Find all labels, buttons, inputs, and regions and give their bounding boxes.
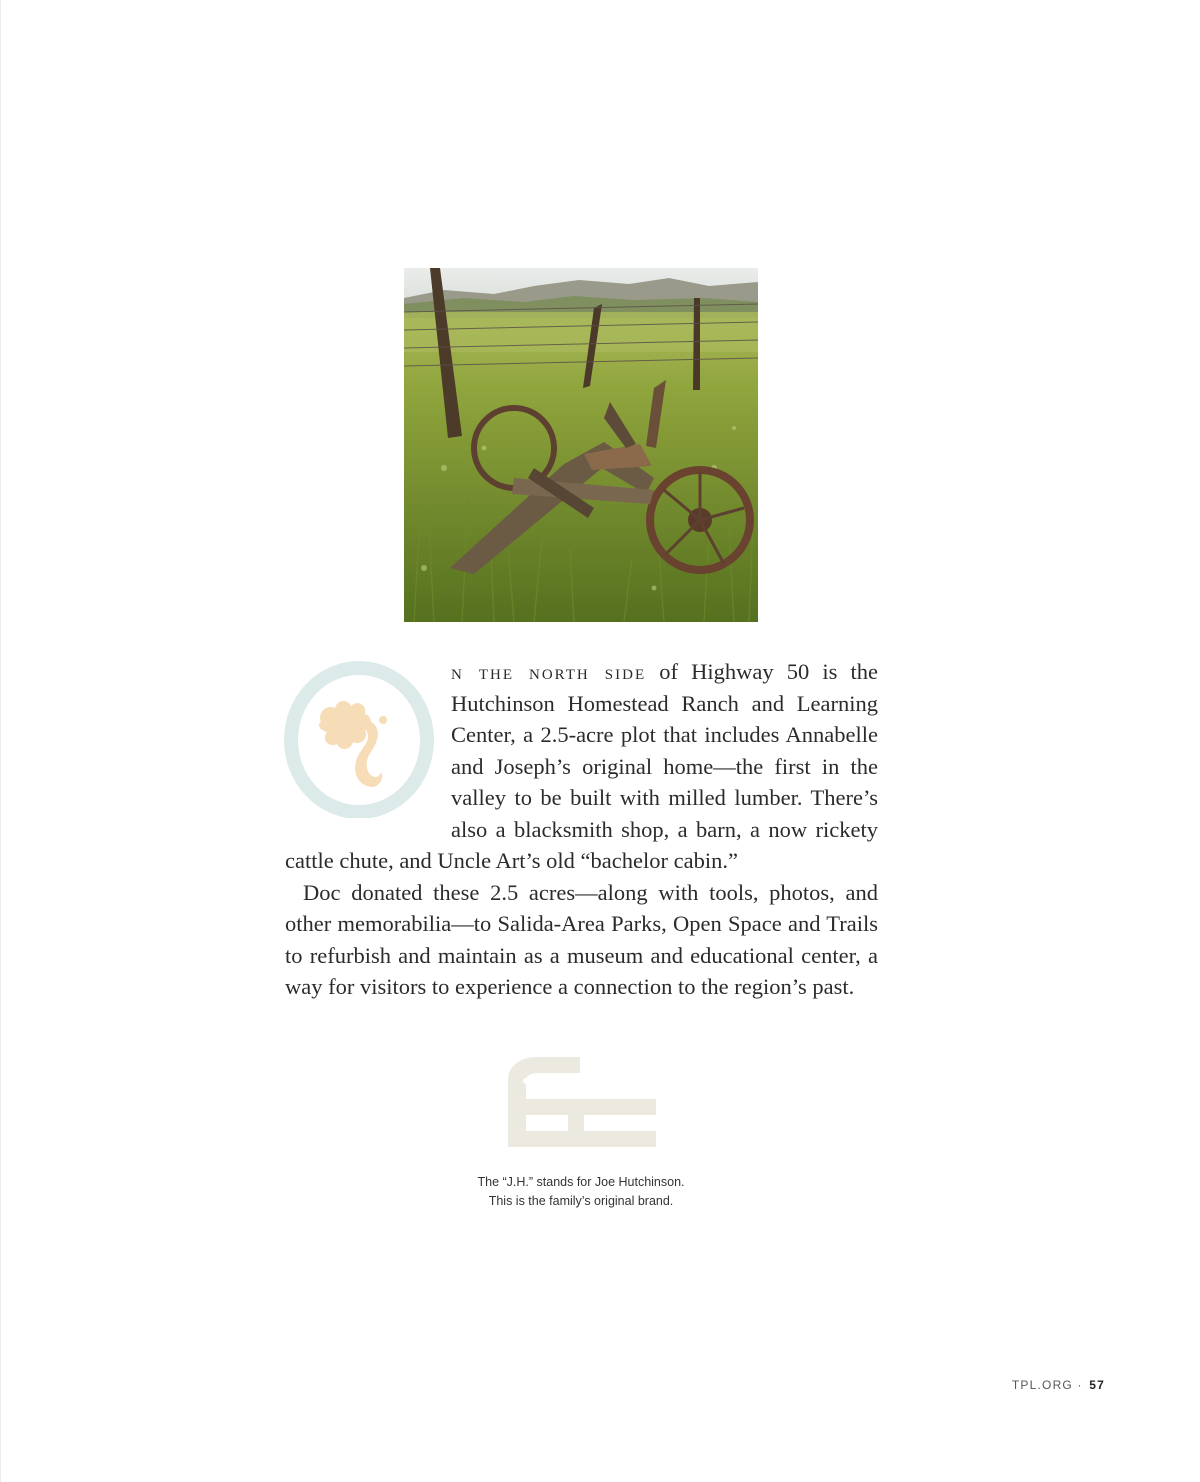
ornamental-dropcap [281,660,441,818]
lead-in-smallcaps: n the north side [451,659,647,684]
brand-caption: The “J.H.” stands for Joe Hutchinson. This is the family’s original brand. [477,1175,685,1208]
second-paragraph: Doc donated these 2.5 acres—along with tools, photos, and other memorabilia—to Salida-Area Parks, Open Space and Trails to refurbish and maintain as a museum and educational center, a way for visitors to experience a connection to the region’s past. [285,879,878,999]
page-footer [1012,1378,1105,1392]
oak-leaf-ornament-icon [319,701,387,787]
farm-implement-photo [404,268,758,622]
page-number: 57 [1089,1378,1105,1392]
article-body [285,656,878,1003]
lead-paragraph-text: of Highway 50 is the Hutchinson Homestead Ranch and Learning Center, a 2.5-acre plot that includes Annabelle and Joseph’s original home—the first in the valley to be built with milled lumber. There’s also a blacksmith shop, a barn, a now rickety cattle chute, and Uncle Art’s old “bachelor cabin.” [285,659,878,873]
lead-paragraph [285,656,878,877]
site-name: TPL.ORG · [1011,1378,1083,1392]
jh-brand-mark [504,1053,658,1151]
